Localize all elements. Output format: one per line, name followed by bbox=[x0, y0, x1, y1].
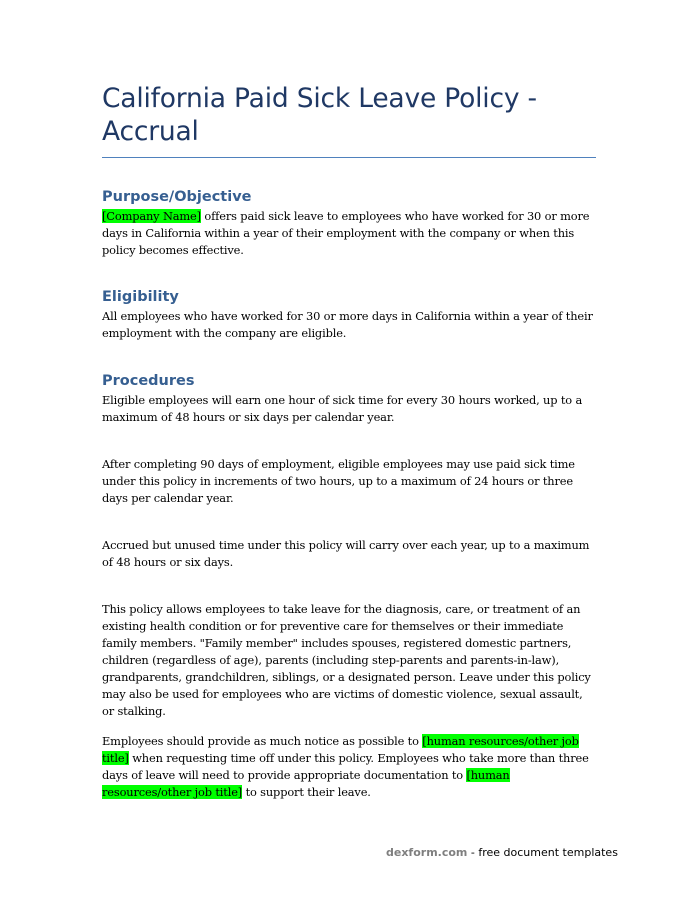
p5-text-3: to support their leave. bbox=[242, 785, 371, 799]
purpose-heading: Purpose/Objective bbox=[102, 189, 252, 205]
footer-tagline: - free document templates bbox=[467, 846, 618, 859]
procedures-paragraph-5 bbox=[102, 733, 598, 801]
eligibility-paragraph: All employees who have worked for 30 or more days in California within a year of their employment with the company are eligible. bbox=[102, 309, 593, 340]
title-underline bbox=[102, 157, 596, 158]
purpose-paragraph bbox=[102, 208, 598, 259]
procedures-paragraph-1: Eligible employees will earn one hour of sick time for every 30 hours worked, up to a maximum of 48 hours or six days per calendar year. bbox=[102, 393, 583, 424]
procedures-paragraph-3: Accrued but unused time under this policy will carry over each year, up to a maximum of 48 hours or six days. bbox=[102, 538, 590, 569]
job-title-placeholder-1: [human resources/other job title] bbox=[102, 734, 579, 765]
job-title-placeholder-2: [human resources/other job title] bbox=[102, 768, 510, 799]
procedures-paragraph-4: This policy allows employees to take leave for the diagnosis, care, or treatment of an existing health condition or for preventive care for themselves or their immediate family members. "Family member" includes spouses, registered domestic partners, children (regardless of age), parents (including step-parents and parents-in-law), grandparents, grandchildren, siblings, or a designated person. Leave under this policy may also be used for employees who are victims of domestic violence, sexual assault, or stalking. bbox=[102, 602, 591, 718]
eligibility-heading: Eligibility bbox=[102, 289, 179, 305]
footer-brand-link[interactable]: dexform.com bbox=[386, 846, 468, 859]
p5-text-1: Employees should provide as much notice as possible to bbox=[102, 734, 423, 748]
p5-text-2: when requesting time off under this policy. Employees who take more than three days of leave will need to provide appropriate documentation to bbox=[102, 751, 589, 782]
page-footer bbox=[386, 846, 618, 860]
company-name-placeholder: [Company Name] bbox=[102, 209, 201, 223]
procedures-heading: Procedures bbox=[102, 373, 195, 389]
document-title: California Paid Sick Leave Policy - Accrual bbox=[102, 83, 537, 147]
purpose-text: offers paid sick leave to employees who have worked for 30 or more days in California within a year of their employment with the company or when this policy becomes effective. bbox=[102, 209, 590, 257]
procedures-paragraph-2: After completing 90 days of employment, eligible employees may use paid sick time under this policy in increments of two hours, up to a maximum of 24 hours or three days per calendar year. bbox=[102, 457, 575, 505]
